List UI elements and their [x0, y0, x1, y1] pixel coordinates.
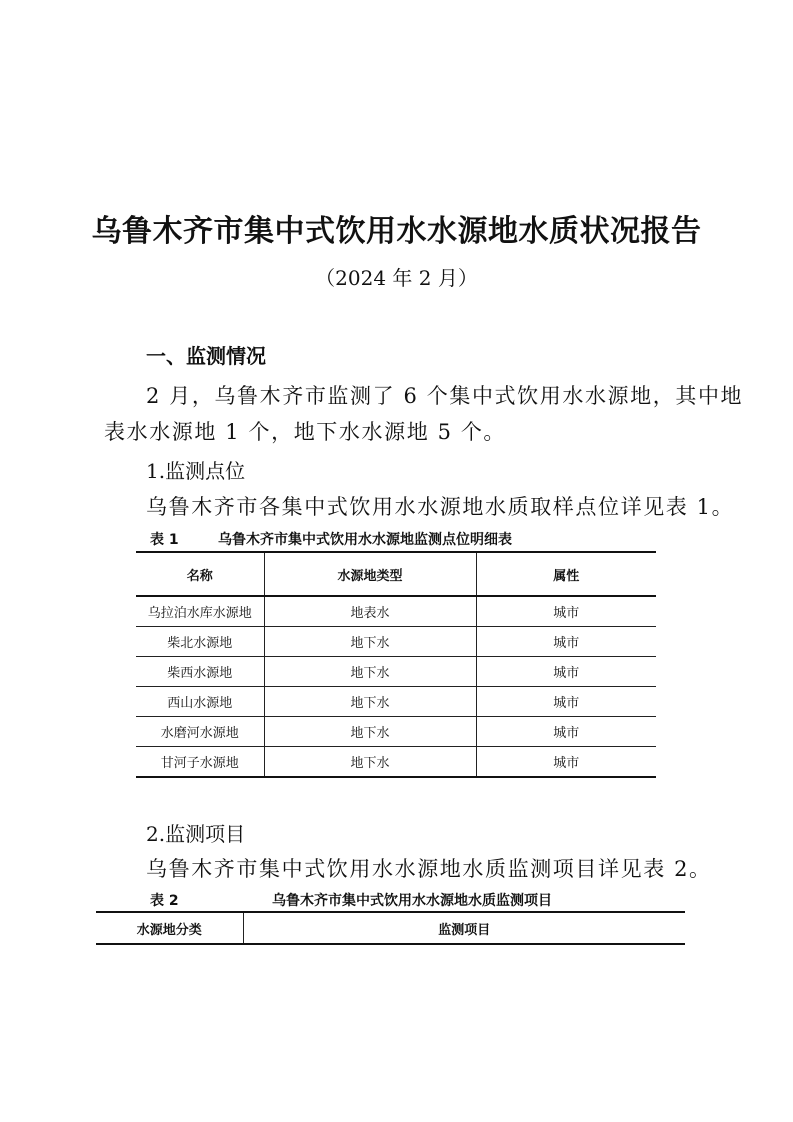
paragraph-line: 乌鲁木齐市集中式饮用水水源地水质监测项目详见表 2。 — [146, 857, 712, 881]
column-header: 水源地类型 — [264, 552, 476, 596]
paragraph-line: 乌鲁木齐市各集中式饮用水水源地水质取样点位详见表 1。 — [146, 495, 735, 519]
table-header-row — [136, 552, 656, 596]
table-row — [136, 747, 656, 778]
table-cell: 城市 — [476, 596, 656, 627]
paragraph-line: 表水水源地 1 个，地下水水源地 5 个。 — [104, 420, 507, 444]
table-row — [136, 596, 656, 627]
column-header: 名称 — [136, 552, 264, 596]
paragraph-line: 2 月，乌鲁木齐市监测了 6 个集中式饮用水水源地，其中地 — [146, 384, 744, 408]
column-header: 水源地分类 — [96, 912, 243, 944]
table1-number: 表 1 — [150, 532, 179, 548]
table-cell: 甘河子水源地 — [136, 747, 264, 778]
table-cell: 城市 — [476, 687, 656, 717]
subsection-heading-points: 1.监测点位 — [146, 459, 246, 483]
table-cell: 柴北水源地 — [136, 627, 264, 657]
table-cell: 地下水 — [264, 717, 476, 747]
table-cell: 城市 — [476, 717, 656, 747]
table-cell: 水磨河水源地 — [136, 717, 264, 747]
page-title: 乌鲁木齐市集中式饮用水水源地水质状况报告 — [91, 214, 702, 249]
table-cell: 地下水 — [264, 687, 476, 717]
section-heading-monitoring: 一、监测情况 — [146, 344, 266, 368]
table-row — [136, 717, 656, 747]
table-cell: 地下水 — [264, 657, 476, 687]
table2-caption: 乌鲁木齐市集中式饮用水水源地水质监测项目 — [272, 893, 552, 909]
table-cell: 柴西水源地 — [136, 657, 264, 687]
table2-number: 表 2 — [150, 893, 179, 909]
report-period: （2024 年 2 月） — [315, 266, 478, 290]
subsection-heading-items: 2.监测项目 — [146, 822, 246, 846]
column-header: 属性 — [476, 552, 656, 596]
table-header-row — [96, 912, 685, 944]
monitoring-items-table — [96, 911, 685, 945]
table-row — [136, 687, 656, 717]
table-row — [136, 627, 656, 657]
table-cell: 西山水源地 — [136, 687, 264, 717]
table1-caption: 乌鲁木齐市集中式饮用水水源地监测点位明细表 — [218, 532, 512, 548]
table-cell: 地表水 — [264, 596, 476, 627]
table-cell: 地下水 — [264, 627, 476, 657]
monitoring-points-table — [136, 551, 656, 778]
table-row — [136, 657, 656, 687]
table-cell: 城市 — [476, 627, 656, 657]
table-cell: 城市 — [476, 657, 656, 687]
table-cell: 城市 — [476, 747, 656, 778]
table-cell: 地下水 — [264, 747, 476, 778]
column-header: 监测项目 — [243, 912, 685, 944]
table-cell: 乌拉泊水库水源地 — [136, 596, 264, 627]
